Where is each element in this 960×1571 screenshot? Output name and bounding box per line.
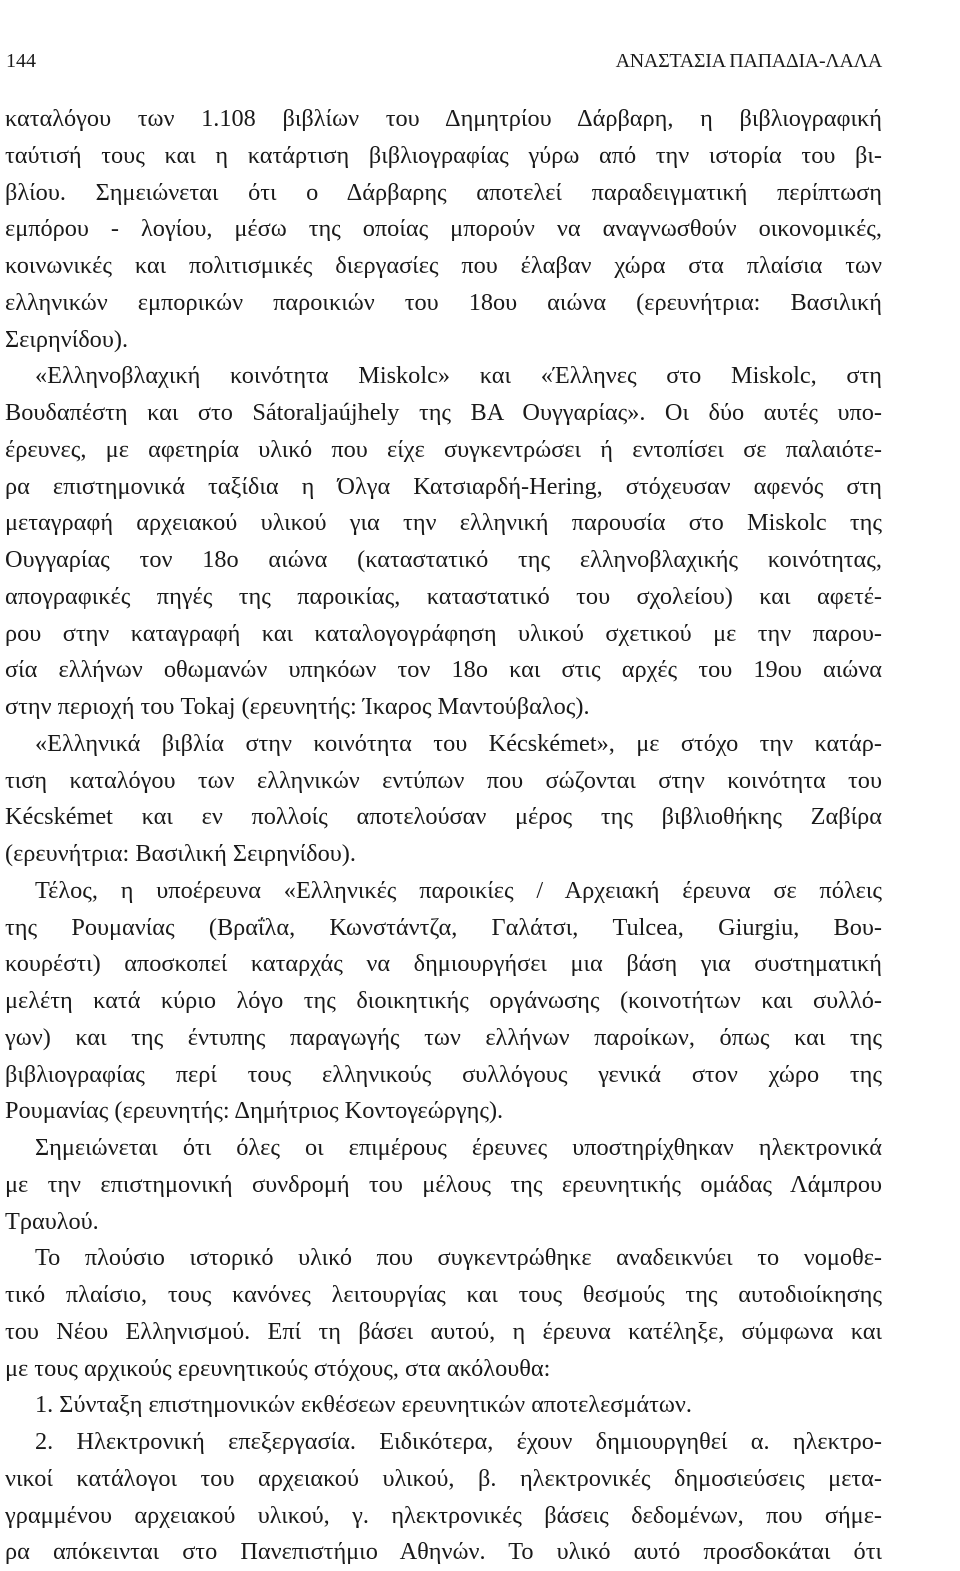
text-line: με τους αρχικούς ερευνητικούς στόχους, στα ακόλουθα: [5, 1354, 551, 1382]
text-line: Το πλούσιο ιστορικό υλικό που συγκεντρώθηκε αναδεικνύει το νομοθε- [35, 1244, 882, 1272]
text-line: ελληνικών εμπορικών παροικιών του 18ου αιώνα (ερευνήτρια: Βασιλική [5, 288, 882, 316]
list-item: 2. Ηλεκτρονική επεξεργασία. Ειδικότερα, έχουν δημιουργηθεί α. ηλεκτρο- [35, 1428, 882, 1455]
text-line: «Ελληνοβλαχική κοινότητα Miskolc» και «Έλληνες στο Miskolc, στη [35, 362, 882, 390]
running-header [6, 44, 882, 78]
text-line: βιβλιογραφίας περί τους ελληνικούς συλλόγους γενικά στον χώρο της [5, 1060, 882, 1088]
text-line: τικό πλαίσιο, τους κανόνες λειτουργίας και τους θεσμούς της αυτοδιοίκησης [5, 1281, 882, 1308]
text-line: ρου στην καταγραφή και καταλογογράφηση υλικού σχετικού με την παρου- [5, 619, 882, 647]
text-line: ταύτισή τους και η κατάρτιση βιβλιογραφίας γύρω από την ιστορία του βι- [5, 141, 882, 169]
list-item: 1. Σύνταξη επιστημονικών εκθέσεων ερευνητικών αποτελεσμάτων. [35, 1391, 692, 1419]
body-text [5, 101, 882, 1571]
text-line: κουρέστι) αποσκοπεί καταρχάς να δημιουργήσει μια βάση για συστηματική [5, 950, 882, 978]
text-line: Ρουμανίας (ερευνητής: Δημήτριος Κοντογεώργης). [5, 1097, 504, 1125]
text-line: στην περιοχή του Tokaj (ερευνητής: Ίκαρος Μαντούβαλος). [5, 693, 590, 720]
text-line: έρευνες, με αφετηρία υλικό που είχε συγκεντρώσει ή εντοπίσει σε παλαιότε- [5, 435, 882, 463]
text-line: τιση καταλόγου των ελληνικών εντύπων που σώζονται στην κοινότητα του [5, 766, 882, 794]
text-line: καταλόγου των 1.108 βιβλίων του Δημητρίου Δάρβαρη, η βιβλιογραφική [5, 105, 882, 132]
text-line: γραμμένου αρχειακού υλικού, γ. ηλεκτρονικές βάσεις δεδομένων, που σήμε- [5, 1501, 882, 1529]
text-line: του Νέου Ελληνισμού. Επί τη βάσει αυτού, η έρευνα κατέληξε, σύμφωνα και [5, 1317, 882, 1345]
text-line: εμπόρου - λογίου, μέσω της οποίας μπορούν να αναγνωσθούν οικονομικές, [5, 215, 882, 243]
text-line: σία ελλήνων οθωμανών υπηκόων τον 18ο και στις αρχές του 19ου αιώνα [5, 656, 882, 684]
text-line: γων) και της έντυπης παραγωγής των ελλήνων παροίκων, όπως και της [5, 1023, 882, 1051]
text-line: απογραφικές πηγές της παροικίας, καταστατικό του σχολείου) και αφετέ- [5, 582, 882, 610]
text-line: Σειρηνίδου). [5, 325, 129, 353]
text-line: βλίου. Σημειώνεται ότι ο Δάρβαρης αποτελεί παραδειγματική περίπτωση [5, 178, 882, 206]
text-line: Τραυλού. [5, 1207, 99, 1235]
text-line: Σημειώνεται ότι όλες οι επιμέρους έρευνες υποστηρίχθηκαν ηλεκτρονικά [35, 1134, 882, 1161]
text-line: Βουδαπέστη και στο Sátoraljaújhely της ΒΑ Ουγγαρίας». Οι δύο αυτές υπο- [5, 399, 882, 426]
text-line: νικοί κατάλογοι του αρχειακού υλικού, β. ηλεκτρονικές δημοσιεύσεις μετα- [5, 1464, 882, 1492]
text-line: της Ρουμανίας (Βραΐλα, Κωνστάντζα, Γαλάτσι, Tulcea, Giurgiu, Βου- [5, 913, 882, 941]
page-number: 144 [6, 50, 36, 72]
text-line: «Ελληνικά βιβλία στην κοινότητα του Kécskémet», με στόχο την κατάρ- [35, 729, 882, 757]
text-line: Τέλος, η υποέρευνα «Ελληνικές παροικίες / Αρχειακή έρευνα σε πόλεις [35, 876, 882, 904]
text-line: (ερευνήτρια: Βασιλική Σειρηνίδου). [5, 840, 356, 867]
text-line: μελέτη κατά κύριο λόγο της διοικητικής οργάνωσης (κοινοτήτων και συλλό- [5, 987, 882, 1014]
text-line: ρα απόκεινται στο Πανεπιστήμιο Αθηνών. Το υλικό αυτό προσδοκάται ότι [5, 1538, 882, 1566]
text-line: με την επιστημονική συνδρομή του μέλους της ερευνητικής ομάδας Λάμπρου [5, 1170, 882, 1198]
text-line: μεταγραφή αρχειακού υλικού για την ελληνική παρουσία στο Miskolc της [5, 509, 882, 537]
text-line: Kécskémet και εν πολλοίς αποτελούσαν μέρος της βιβλιοθήκης Ζαβίρα [5, 803, 882, 831]
text-line: κοινωνικές και πολιτισμικές διεργασίες που έλαβαν χώρα στα πλαίσια των [5, 252, 882, 279]
running-head-author: ΑΝΑΣΤΑΣΙΑ ΠΑΠΑΔΙΑ-ΛΑΛΑ [615, 50, 882, 72]
text-line: Ουγγαρίας τον 18ο αιώνα (καταστατικό της ελληνοβλαχικής κοινότητας, [5, 546, 882, 573]
text-line: ρα επιστημονικά ταξίδια η Όλγα Κατσιαρδή-Hering, στόχευσαν αφενός στη [5, 472, 882, 500]
